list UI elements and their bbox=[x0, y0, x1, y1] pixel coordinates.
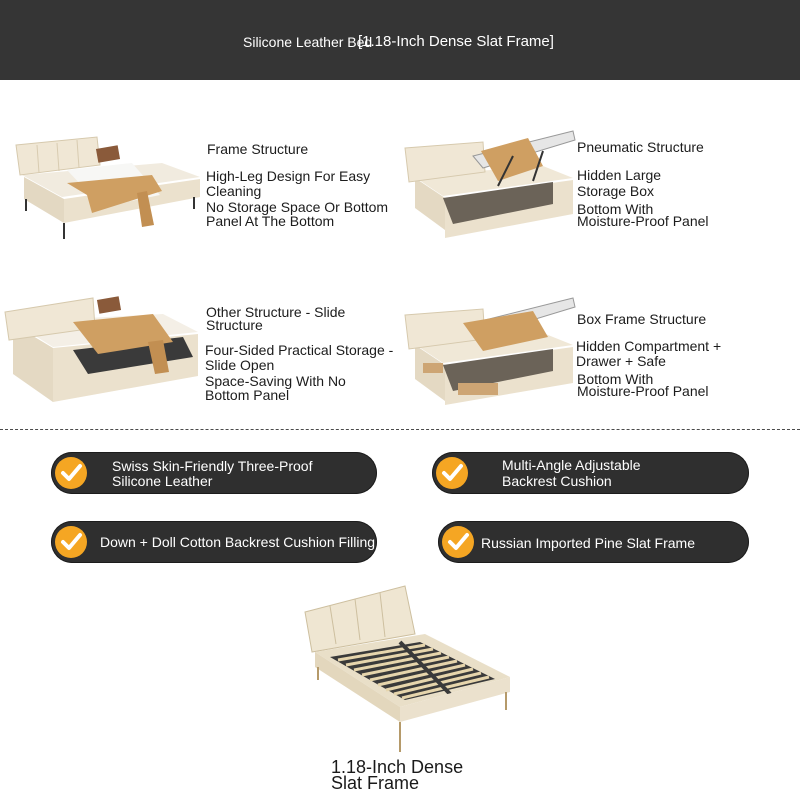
header-title: Silicone Leather Bed bbox=[243, 34, 373, 50]
slide-structure-title: Structure bbox=[206, 317, 263, 333]
header-banner bbox=[0, 0, 800, 80]
slide-structure-line: Bottom Panel bbox=[205, 387, 290, 403]
box-frame-structure-line: Bottom With bbox=[577, 371, 654, 387]
caption-line: 1.18-Inch Dense bbox=[331, 757, 464, 777]
frame-structure-line: No Storage Space Or Bottom bbox=[206, 199, 389, 215]
header-subtitle: [1.18-Inch Dense Slat Frame] bbox=[358, 33, 554, 50]
slide-structure-title: Other Structure - Slide bbox=[206, 304, 346, 320]
box-frame-structure-line: Hidden Compartment + bbox=[576, 338, 722, 354]
pneumatic-structure-bed-image bbox=[403, 126, 578, 244]
feature-label: Silicone Leather bbox=[112, 473, 213, 489]
feature-label: Backrest Cushion bbox=[502, 473, 612, 489]
frame-structure-title: Frame Structure bbox=[207, 141, 309, 157]
frame-structure-line: Panel At The Bottom bbox=[206, 213, 335, 229]
feature-pill-backrest bbox=[432, 452, 749, 494]
frame-structure-line: Cleaning bbox=[206, 183, 262, 199]
pneumatic-structure-title: Pneumatic Structure bbox=[577, 139, 704, 155]
check-icon bbox=[435, 456, 469, 490]
box-frame-structure-line: Drawer + Safe bbox=[576, 353, 666, 369]
check-icon bbox=[54, 456, 88, 490]
pneumatic-structure-line: Bottom With bbox=[577, 201, 654, 217]
pneumatic-structure-line: Moisture-Proof Panel bbox=[577, 213, 709, 229]
box-frame-structure-line: Moisture-Proof Panel bbox=[577, 383, 709, 399]
box-frame-structure-title: Box Frame Structure bbox=[577, 311, 707, 327]
slide-structure-line: Four-Sided Practical Storage - bbox=[205, 342, 394, 358]
slide-structure-bed-image bbox=[3, 292, 203, 410]
box-frame-structure-bed-image bbox=[403, 293, 578, 408]
feature-pill-filling bbox=[51, 521, 377, 563]
check-icon bbox=[441, 525, 475, 559]
frame-structure-bed-image bbox=[12, 125, 202, 243]
feature-label: Multi-Angle Adjustable bbox=[502, 457, 641, 473]
slide-structure-line: Space-Saving With No bbox=[205, 373, 346, 389]
dashed-divider bbox=[0, 429, 800, 430]
pneumatic-structure-line: Storage Box bbox=[577, 183, 655, 199]
frame-structure-line: High-Leg Design For Easy bbox=[206, 168, 371, 184]
caption-line: Slat Frame bbox=[331, 773, 420, 793]
feature-pill-slat-frame bbox=[438, 521, 749, 563]
feature-label: Swiss Skin-Friendly Three-Proof bbox=[112, 458, 313, 474]
slat-frame-bed-image bbox=[300, 582, 515, 754]
pneumatic-structure-line: Hidden Large bbox=[577, 167, 662, 183]
feature-label: Down + Doll Cotton Backrest Cushion Filling bbox=[100, 534, 376, 550]
slat-frame-caption bbox=[331, 759, 463, 791]
slide-structure-line: Slide Open bbox=[205, 357, 275, 373]
check-icon bbox=[54, 525, 88, 559]
feature-label: Russian Imported Pine Slat Frame bbox=[481, 535, 695, 551]
feature-pill-leather bbox=[51, 452, 377, 494]
